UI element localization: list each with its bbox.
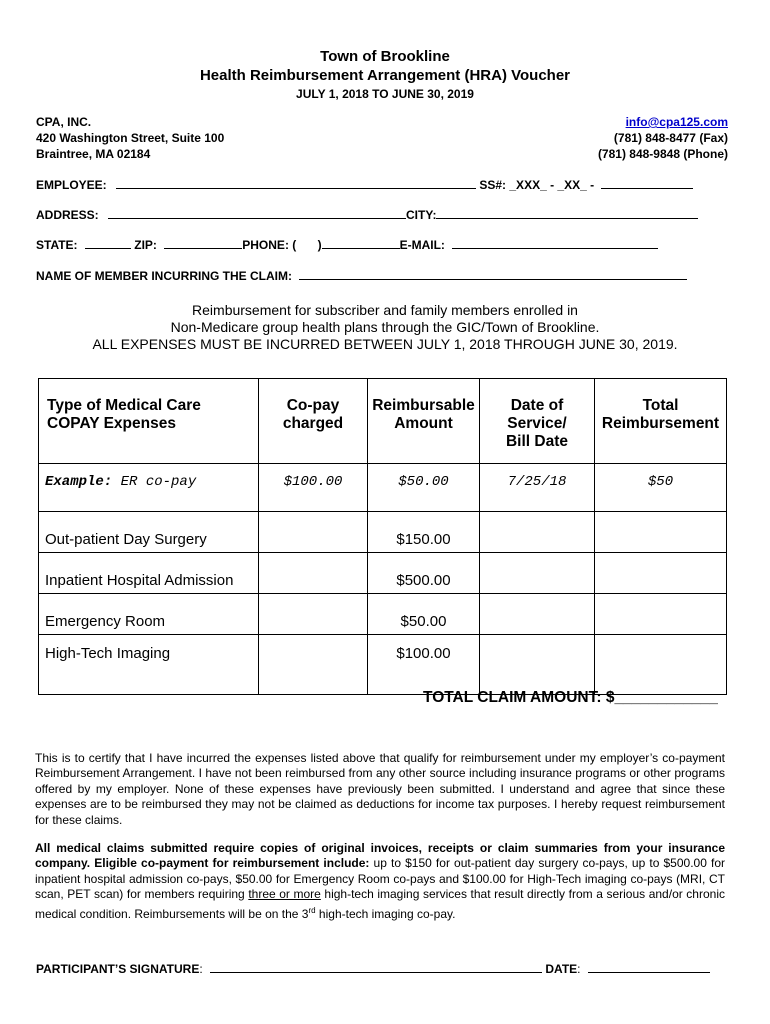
member-row [36, 268, 687, 283]
company-fax: (781) 848-8477 (Fax) [613, 131, 728, 145]
doc-subtitle: Health Reimbursement Arrangement (HRA) Voucher [199, 67, 571, 84]
address-field[interactable] [108, 207, 406, 219]
example-total: $50 [595, 464, 727, 512]
row-amount: $500.00 [368, 553, 480, 594]
col-amount: Reimbursable Amount [368, 379, 480, 464]
row-amount: $100.00 [368, 635, 480, 695]
example-copay: $100.00 [259, 464, 368, 512]
city-field[interactable] [436, 207, 698, 219]
row-amount: $150.00 [368, 512, 480, 553]
row-type: Emergency Room [39, 594, 259, 635]
col-type: Type of Medical Care COPAY Expenses [39, 379, 259, 464]
phone-label: PHONE: ( [242, 238, 297, 252]
copay-cell[interactable] [259, 512, 368, 553]
signature-field[interactable] [210, 961, 542, 973]
copay-cell[interactable] [259, 594, 368, 635]
state-field[interactable] [85, 237, 131, 249]
email-field[interactable] [452, 237, 658, 249]
employee-row [36, 177, 693, 192]
phone-close: ) [317, 238, 322, 252]
address-label: ADDRESS: [36, 208, 99, 222]
zip-label: ZIP: [134, 238, 157, 252]
company-city: Braintree, MA 02184 [36, 147, 151, 161]
zip-field[interactable] [164, 237, 242, 249]
ss-field[interactable] [601, 177, 693, 189]
copay-cell[interactable] [259, 553, 368, 594]
contact-row [36, 237, 658, 252]
notice-line: Reimbursement for subscriber and family members enrolled in [192, 302, 578, 318]
row-amount: $50.00 [368, 594, 480, 635]
city-label: CITY: [406, 208, 437, 222]
example-date: 7/25/18 [480, 464, 595, 512]
certification-text: This is to certify that I have incurred the expenses listed above that qualify for reimbursement under my employer’s co-payment Reimbursement Arrangement. I have not been reimbursed from any other source including insurance programs or other programs offered by my employer. None of these expenses have previously been submitted. I understand and agree that since these expenses are to be reimbursed they may not be claimed as deductions for income tax purposes. I hereby request reimbursement for these claims. [35, 751, 725, 827]
total-claim-amount[interactable]: TOTAL CLAIM AMOUNT: $____________ [423, 689, 718, 706]
date-cell[interactable] [480, 635, 595, 695]
company-contact [598, 114, 728, 162]
col-date: Date of Service/ Bill Date [480, 379, 595, 464]
phone-field[interactable] [322, 237, 400, 249]
signature-label: PARTICIPANT’S SIGNATURE [36, 962, 200, 976]
total-cell[interactable] [595, 553, 727, 594]
email-label: E-MAIL: [399, 238, 445, 252]
row-type: High-Tech Imaging [39, 635, 259, 695]
example-row [39, 464, 727, 512]
employee-label: EMPLOYEE: [36, 178, 107, 192]
col-total: Total Reimbursement [595, 379, 727, 464]
notice [0, 302, 770, 353]
date-cell[interactable] [480, 553, 595, 594]
date-cell[interactable] [480, 594, 595, 635]
expense-table [38, 378, 727, 695]
company-email[interactable]: info@cpa125.com [625, 115, 728, 129]
total-cell[interactable] [595, 512, 727, 553]
doc-title: Town of Brookline [320, 48, 450, 65]
table-header [39, 379, 727, 464]
table-row [39, 512, 727, 553]
notice-line: ALL EXPENSES MUST BE INCURRED BETWEEN JULY 1, 2018 THROUGH JUNE 30, 2019. [92, 336, 678, 352]
table-row [39, 635, 727, 695]
table-row [39, 553, 727, 594]
member-field[interactable] [299, 268, 687, 280]
signature-row: PARTICIPANT’S SIGNATURE: DATE: [36, 961, 710, 976]
employee-field[interactable] [116, 177, 476, 189]
doc-period: JULY 1, 2018 TO JUNE 30, 2019 [296, 87, 474, 101]
row-type: Inpatient Hospital Admission [39, 553, 259, 594]
table-row [39, 594, 727, 635]
state-label: STATE: [36, 238, 78, 252]
date-cell[interactable] [480, 512, 595, 553]
date-field[interactable] [588, 961, 710, 973]
member-label: NAME OF MEMBER INCURRING THE CLAIM: [36, 269, 292, 283]
company-phone: (781) 848-9848 (Phone) [597, 147, 728, 161]
company-street: 420 Washington Street, Suite 100 [36, 131, 225, 145]
company-address [36, 114, 224, 162]
col-copay: Co-pay charged [259, 379, 368, 464]
copay-cell[interactable] [259, 635, 368, 695]
address-row [36, 207, 698, 222]
claims-requirements: All medical claims submitted require copies of original invoices, receipts or claim summaries from your insurance company. Eligible co-payment for reimbursement include: up to $150 for out-patient day surgery co-pays, up to $500.00 for inpatient hospital admission co-pays, $50.00 for Emergency Room co-pays and $100.00 for High-Tech imaging co-pays (MRI, CT scan, PET scan) for members requiring three or more high-tech imaging services that result directly from a serious and/or chronic medical condition. Reimbursements will be on the 3rd high-tech imaging co-pay. [35, 841, 726, 921]
total-cell[interactable] [595, 594, 727, 635]
total-cell[interactable] [595, 635, 727, 695]
company-name: CPA, INC. [36, 115, 92, 129]
example-amount: $50.00 [368, 464, 480, 512]
notice-line: Non-Medicare group health plans through the GIC/Town of Brookline. [170, 319, 600, 335]
example-type: Example: ER co-pay [39, 464, 259, 512]
row-type: Out-patient Day Surgery [39, 512, 259, 553]
ss-label: SS#: _XXX_ - _XX_ - [479, 178, 595, 192]
date-label: DATE [545, 962, 578, 976]
